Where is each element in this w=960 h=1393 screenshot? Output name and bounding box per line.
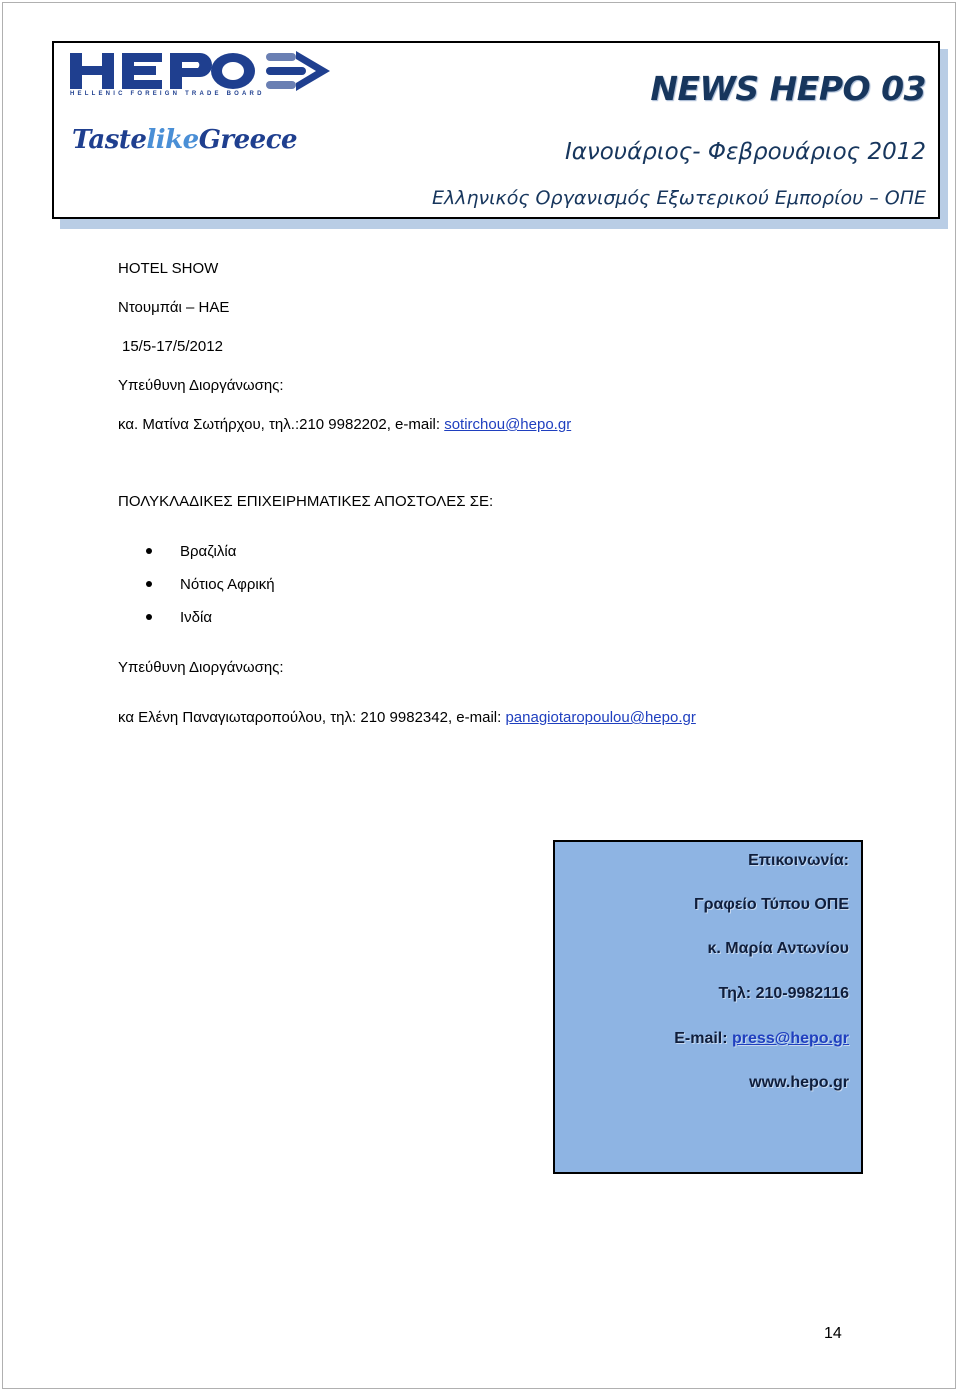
- hepo-logo-subtitle: HELLENIC FOREIGN TRADE BOARD: [70, 91, 265, 97]
- event-dates: 15/5-17/5/2012: [122, 338, 223, 355]
- taste-like-greece-logo: TastelikeGreece: [72, 125, 298, 155]
- newsletter-date: Ιανουάριος- Φεβρουάριος 2012: [564, 139, 926, 165]
- event-contact-email-link[interactable]: sotirchou@hepo.gr: [444, 416, 572, 433]
- event-title: HOTEL SHOW: [118, 260, 219, 277]
- event-organizer-label: Υπεύθυνη Διοργάνωσης:: [118, 377, 284, 394]
- contact-email: E-mail: press@hepo.gr: [674, 1030, 849, 1047]
- bullet-icon: [146, 614, 152, 620]
- missions-contact: κα Ελένη Παναγιωταροπούλου, τηλ: 210 9982342, e-mail: panagiotaropoulou@hepo.gr: [118, 709, 696, 726]
- contact-phone: Τηλ: 210-9982116: [718, 985, 849, 1002]
- organization-name: Ελληνικός Οργανισμός Εξωτερικού Εμπορίου – ΟΠΕ: [431, 187, 926, 209]
- missions-contact-email-link[interactable]: panagiotaropoulou@hepo.gr: [505, 709, 696, 726]
- contact-person: κ. Μαρία Αντωνίου: [707, 940, 849, 957]
- bullet-icon: [146, 581, 152, 587]
- newsletter-title: NEWS HEPO 03: [650, 69, 926, 108]
- contact-office: Γραφείο Τύπου ΟΠΕ: [694, 896, 849, 913]
- press-email-link[interactable]: press@hepo.gr: [732, 1030, 849, 1047]
- event-contact: κα. Ματίνα Σωτήρχου, τηλ.:210 9982202, e-mail: sotirchou@hepo.gr: [118, 416, 572, 433]
- event-location: Ντουμπάι – ΗΑΕ: [118, 299, 230, 316]
- newsletter-header: [52, 41, 940, 219]
- contact-heading: Επικοινωνία:: [748, 852, 849, 869]
- missions-title: ΠΟΛΥΚΛΑΔΙΚΕΣ ΕΠΙΧΕΙΡΗΜΑΤΙΚΕΣ ΑΠΟΣΤΟΛΕΣ ΣΕ:: [118, 493, 494, 510]
- missions-organizer-label: Υπεύθυνη Διοργάνωσης:: [118, 659, 284, 676]
- contact-box: [553, 840, 863, 1174]
- contact-website-link[interactable]: www.hepo.gr: [749, 1074, 849, 1091]
- bullet-icon: [146, 548, 152, 554]
- page-number: 14: [824, 1325, 842, 1342]
